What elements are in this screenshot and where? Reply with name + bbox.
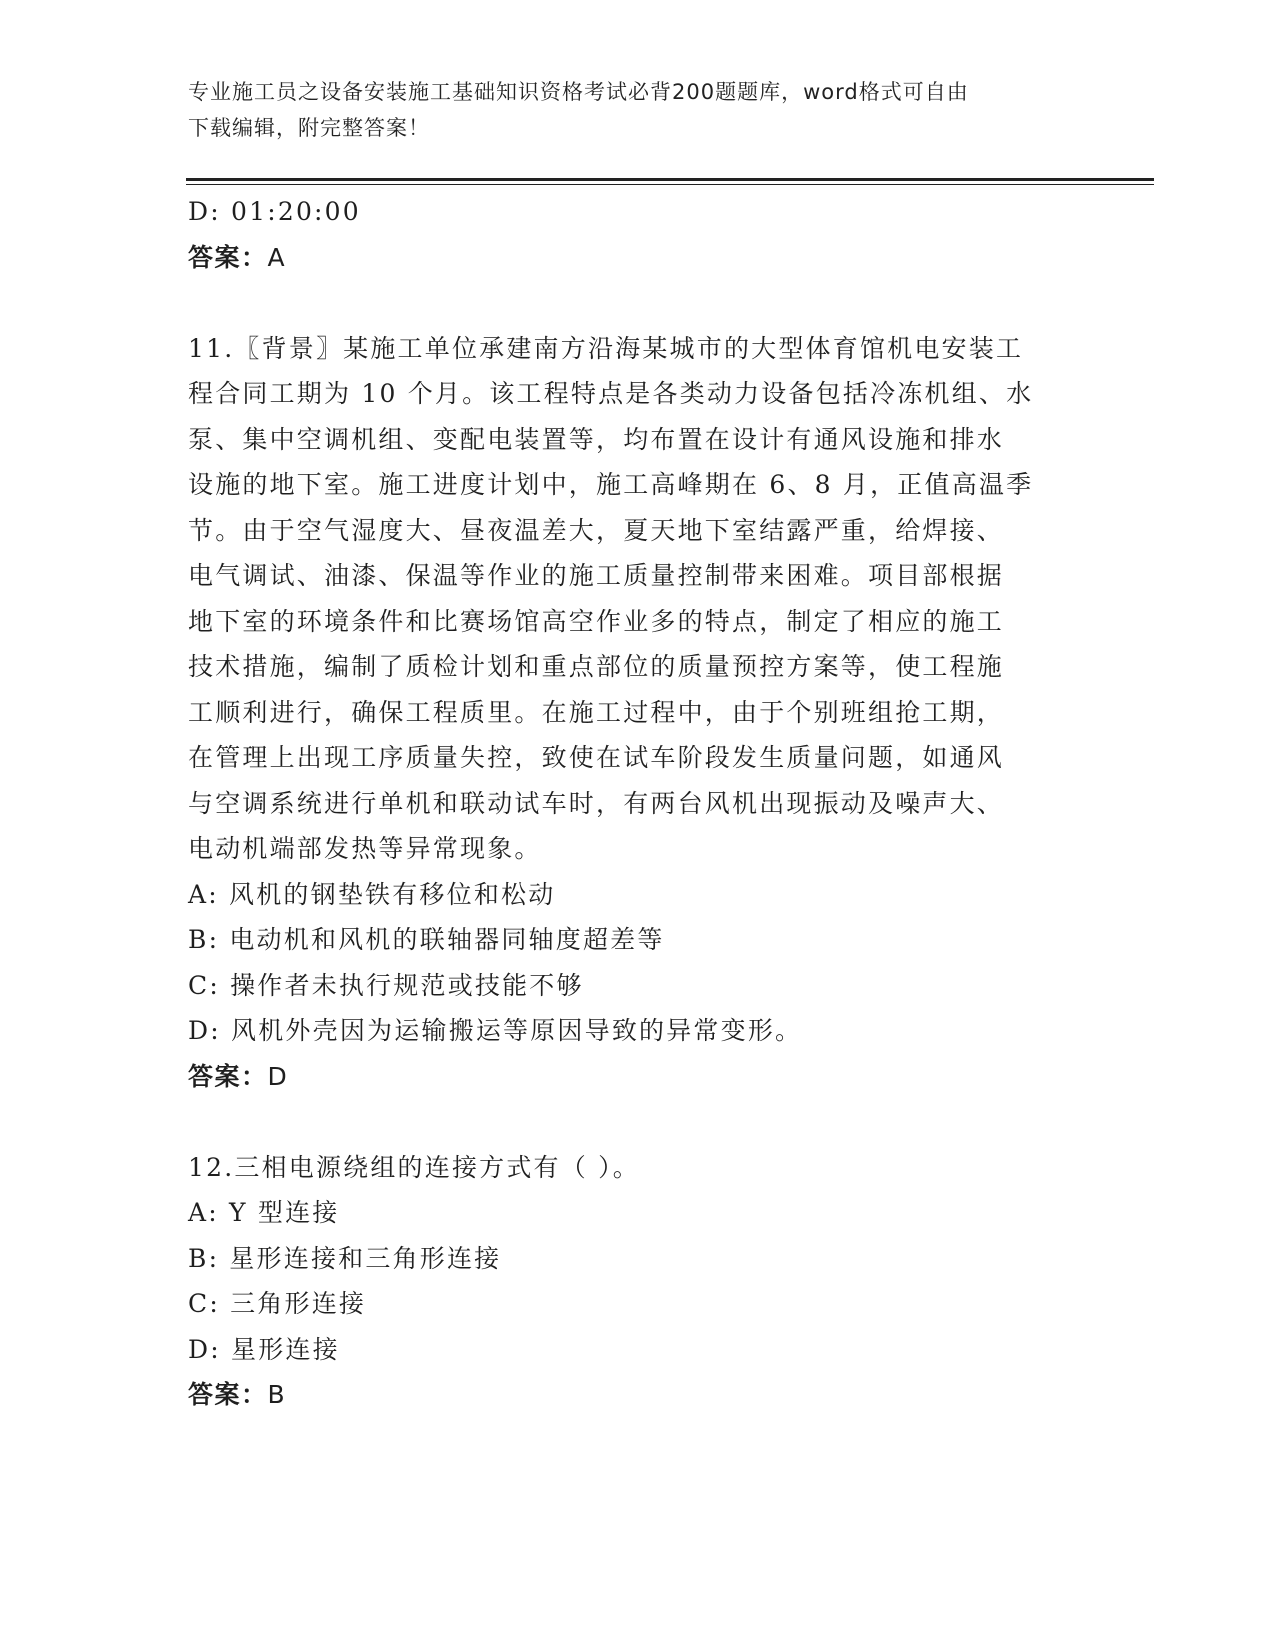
answer-line: [188, 1054, 1078, 1100]
header-title-line-2: 下载编辑，附完整答案！: [188, 116, 430, 140]
question-stem-line: 与空调系统进行单机和联动试车时，有两台风机出现振动及噪声大、: [188, 788, 1005, 818]
question-stem: 12.三相电源绕组的连接方式有（ ）。: [188, 1152, 641, 1182]
question-stem-line: 泵、集中空调机组、变配电装置等，均布置在设计有通风设施和排水: [188, 424, 1005, 454]
option-d: D: 风机外壳因为运输搬运等原因导致的异常变形。: [188, 1016, 803, 1045]
question-stem-line: 设施的地下室。施工进度计划中，施工高峰期在 6、8 月，正值高温季: [188, 470, 1034, 499]
answer-value: B: [267, 1380, 287, 1409]
question-stem-line: 11.〖背景〗某施工单位承建南方沿海某城市的大型体育馆机电安装工: [188, 333, 1024, 363]
option-a: A: 风机的钢垫铁有移位和松动: [188, 879, 556, 909]
header-divider-thin: [186, 184, 1154, 185]
question-stem-line: 技术措施，编制了质检计划和重点部位的质量预控方案等，使工程施: [188, 652, 1005, 681]
question-stem-line: 在管理上出现工序质量失控，致使在试车阶段发生质量问题，如通风: [188, 743, 1005, 772]
option-a: A: Y 型连接: [188, 1198, 340, 1227]
answer-value: D: [267, 1061, 289, 1091]
option-b: B: 电动机和风机的联轴器同轴度超差等: [188, 925, 665, 954]
question-10: [188, 189, 1078, 280]
answer-line: [188, 1372, 1078, 1418]
option-b: B: 星形连接和三角形连接: [188, 1243, 502, 1273]
answer-line: [188, 235, 1078, 281]
answer-label: 答案：: [188, 242, 268, 272]
question-11: [188, 326, 1078, 1100]
document-body: [188, 189, 1078, 1418]
option-c: C: 操作者未执行规范或技能不够: [188, 970, 584, 1000]
question-stem-line: 地下室的环境条件和比赛场馆高空作业多的特点，制定了相应的施工: [188, 606, 1005, 636]
question-12: [188, 1145, 1078, 1418]
spacer: [188, 280, 1078, 326]
question-stem-line: 电气调试、油漆、保温等作业的施工质量控制带来困难。项目部根据: [188, 561, 1005, 590]
question-stem-line: 节。由于空气湿度大、昼夜温差大，夏天地下室结露严重，给焊接、: [188, 515, 1005, 545]
question-stem-line: 程合同工期为 10 个月。该工程特点是各类动力设备包括冷冻机组、水: [188, 379, 1034, 408]
page-header: [188, 74, 1088, 146]
spacer: [188, 1099, 1078, 1145]
option-d: D: 01:20:00: [188, 197, 361, 226]
question-stem-line: 工顺利进行，确保工程质里。在施工过程中，由于个别班组抢工期，: [188, 697, 1005, 727]
header-divider-thick: [186, 178, 1154, 181]
option-c: C: 三角形连接: [188, 1289, 367, 1318]
answer-value: A: [267, 242, 287, 272]
option-d: D: 星形连接: [188, 1334, 340, 1364]
question-stem-line: 电动机端部发热等异常现象。: [188, 834, 542, 863]
answer-label: 答案：: [188, 1380, 268, 1409]
header-title-line-1: 专业施工员之设备安装施工基础知识资格考试必背200题题库，word格式可自由: [188, 80, 969, 104]
answer-label: 答案：: [188, 1061, 268, 1091]
